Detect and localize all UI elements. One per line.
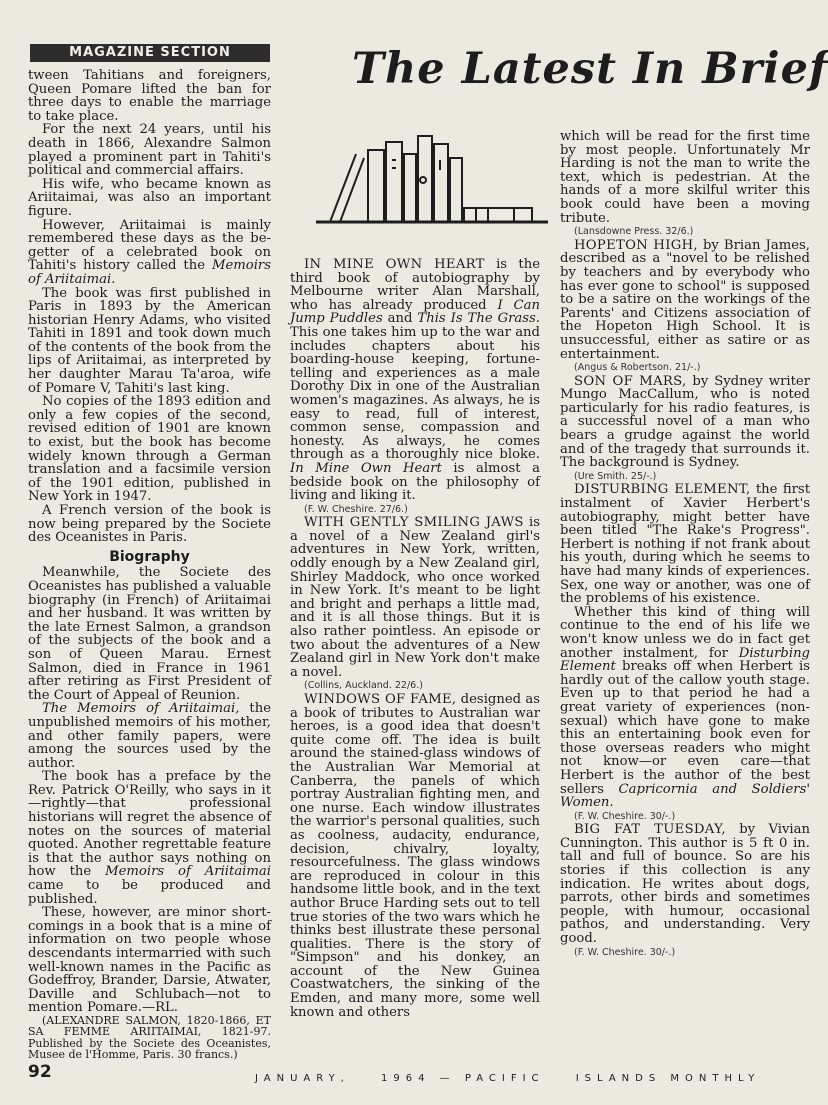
review-son-of-mars: SON OF MARS, by Sydney writer Mungo MacCallum, who is noted particularly for his radio features, is a successful novel of a man who bears a grudge against the world and of the tragedy that surrounds it. The background is Sydney. [560,373,810,471]
masthead-title: The Latest In Brief [352,44,828,94]
book-title: In Mine Own Heart [290,460,442,476]
column-middle [290,258,540,1019]
book-title: Capricornia and Soldiers' Women. [560,781,810,811]
review-in-mine-own-heart: IN MINE OWN HEART is the third book of autobiography by Melbourne writer Alan Marshall, who has already produced I Can Jump Puddles and This Is The Grass. This one takes him up to the war and includes chapters about his boarding-house keeping, fortune-telling and experiences as a male Dorothy Dix in one of the Australian women's magazines. As always, he is easy to read, full of interest, common sense, compassion and honesty. As always, he comes through as a thoroughly nice bloke. In Mine Own Heart is almost a bedside book on the philosophy of living and liking it. [290,257,541,504]
footer-year: 1964 — PACIFIC [381,1073,545,1084]
running-footer [255,1073,815,1084]
review-credit: (F. W. Cheshire. 27/6.) [304,503,408,515]
review-continuation: which will be read for the first time by most people. Unfortunately Mr Harding is not the man to write the text, which is pedestrian. At the hands of a more skilful writer this book could have been a moving tribute. [560,129,810,226]
paragraph: His wife, who became known as Ariitaimai, was also an important figure. [28,176,271,219]
column-left [28,69,271,1061]
book-title: I Can Jump Puddles [290,297,540,327]
book-title: Memoirs of Ariitaimai [105,864,271,880]
review-credit: (F. W. Cheshire. 30/-.) [574,810,676,822]
paragraph: Whether this kind of thing will continue to the end of his life we won't know unless we do in fact get another instalment, for Disturbing Element breaks off when Herbert is hardly out of the callow youth stage. Even up to that period he had a great variety of experiences (non-sexual) which have gone to make this an entertaining book even for those overseas readers who might not know—or even care—that Herbert is the author of the best sellers Capricornia and Soldiers' Women. [560,604,810,811]
paragraph: However, Ariitaimai is mainly remembered these days as the be-getter of a celebrated book on Tahiti's history called the Memoirs of Ariitaimai. [28,217,271,287]
review-credit: (Lansdowne Press. 32/6.) [574,226,694,238]
review-credit: (Collins, Auckland. 22/6.) [304,680,423,692]
paragraph: These, however, are minor short-comings in a book that is a mine of information on two people whose descendants intermarried with such well-known names in the Pacific as Godeffroy, Brander, Darsie, Atwater, Daville and Schlubach—not to mention Pomare.—RL. [28,905,271,1016]
review-credit: (Angus & Robertson. 21/-.) [574,362,701,374]
paragraph: No copies of the 1893 edition and only a few copies of the second, revised edition of 1901 are known to exist, but the book has become widely known through a German translation and a facsimile version of the 1901 edition, published in New York in 1947. [28,394,271,505]
review-windows-of-fame: WINDOWS OF FAME, designed as a book of tributes to Australian war heroes, is a good idea that doesn't quite come off. The idea is built around the stained-glass windows of the Australian War Memorial at Canberra, the panels of which portray Australian fighting men, and one nurse. Each window illustrates the warrior's personal qualities, such as coolness, audacity, endurance, decision, chivalry, loyalty, resourcefulness. The glass windows are reproduced in colour in this handsome little book, and in the text author Bruce Harding sets out to tell true stories of the two wars which he thinks best illustrate these personal qualities. There is the story of "Simpson" and his donkey, an account of the New Guinea Coastwatchers, the sinking of the Emden, and many more, some well known and others [290,692,540,1020]
paragraph: tween Tahitians and foreigners, Queen Pomare lifted the ban for three days to enable the marriage to take place. [28,68,271,124]
section-label: MAGAZINE SECTION [30,44,270,62]
paragraph: Meanwhile, the Societe des Oceanistes has published a valuable biography (in French) of Ariitaimai and her husband. It was written by the late Ernest Salmon, a grandson of the subjects of the book and a son of Queen Marau. Ernest Salmon, died in France in 1961 after retiring as First President of the Court of Appeal of Reunion. [28,565,271,703]
book-title: The Memoirs of Ariitaimai, [42,701,240,717]
paragraph: The book was first published in Paris in 1893 by the American historian Henry Adams, who visited Tahiti in 1891 and took down much of the contents of the book from the lips of Ariitaimai, as interpreted by her daughter Marau Ta'aroa, wife of Pomare V, Tahiti's last king. [28,285,271,396]
book-title: This Is The Grass. [417,311,540,327]
review-hopeton-high: HOPETON HIGH, by Brian James, described as a "novel to be relished by teachers and by everybody who has ever gone to school" is supposed to be a satire on the workings of the Parents' and Citizens association of the Hopeton High School. It is unsuccessful, either as satire or as entertainment. [560,237,810,362]
footer-magazine: ISLANDS MONTHLY [575,1073,761,1084]
subheading-biography: Biography [109,548,190,565]
bookshelf-illustration [316,130,548,226]
review-credit: (F. W. Cheshire. 30/-.) [574,946,676,958]
review-gently-smiling-jaws: WITH GENTLY SMILING JAWS is a novel of a New Zealand girl's adventures in New York, written, oddly enough by a New Zealand girl, Shirley Maddock, who once worked in New York. It's meant to be light and bright and perhaps a little mad, and it is all those things. But it is also rather pointless. An episode or two about the adventures of a New Zealand girl in New York don't make a novel. [290,515,540,680]
book-title: Disturbing Element [560,645,810,675]
paragraph: For the next 24 years, until his death in 1866, Alexandre Salmon played a prominent part in Tahiti's political and commercial affairs. [28,122,271,179]
review-credit: (Ure Smith. 25/-.) [574,470,657,482]
page-number: 92 [28,1062,52,1082]
review-disturbing-element: DISTURBING ELEMENT, the first instalment of Xavier Herbert's autobiography, might better have been titled "The Rake's Progress". Herbert is nothing if not frank about his youth, during which he seems to have had many kinds of experiences. Sex, one way or another, was one of the problems of his existence. [560,482,810,607]
paragraph: A French version of the book is now being prepared by the Societe des Oceanistes in Paris. [28,503,271,546]
footer-month: JANUARY, [255,1073,350,1084]
book-title: Memoirs of Ariitaimai. [28,258,271,287]
column-right [560,130,810,959]
review-big-fat-tuesday: BIG FAT TUESDAY, by Vivian Cunnington. This author is 5 ft 0 in. tall and full of bounce. So are his stories if this collection is any indication. He writes about dogs, parrots, other birds and sometimes people, with humour, occasional pathos, and understanding. Very good. [560,822,810,947]
publication-footnote: (ALEXANDRE SALMON, 1820-1866, ET SA FEMME ARIITAIMAI, 1821-97. Published by the Societe des Oceanistes, Musee de l'Homme, Paris. 30 francs.) [28,1013,271,1062]
paragraph: The book has a preface by the Rev. Patrick O'Reilly, who says in it—rightly—that professional historians will regret the absence of notes on the sources of material quoted. Another regrettable feature is that the author says nothing on how the Memoirs of Ariitaimai came to be produced and published. [28,769,271,907]
paragraph: The Memoirs of Ariitaimai, the unpublished memoirs of his mother, and other family papers, were among the sources used by the author. [28,701,271,771]
